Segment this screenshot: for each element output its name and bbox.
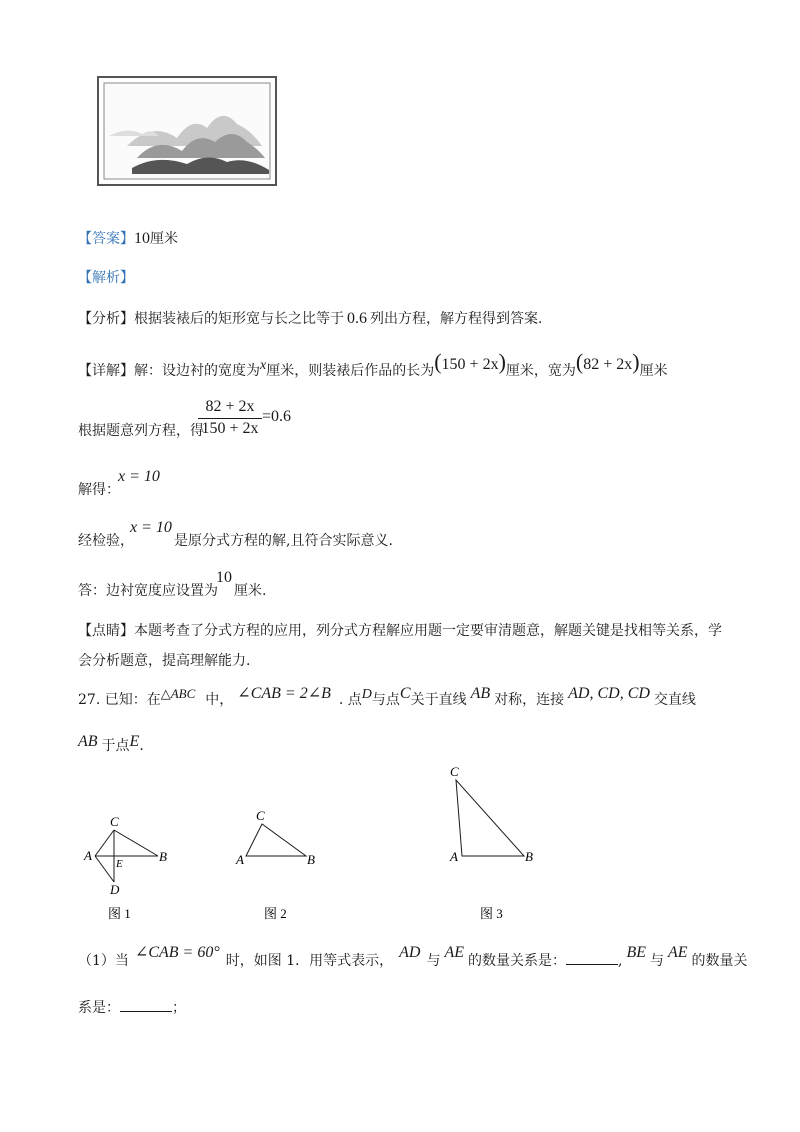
q1-line2 bbox=[78, 997, 186, 1018]
figure-2 bbox=[246, 824, 306, 856]
problem27-p1: . 点 bbox=[338, 692, 362, 708]
problem27-number: 27. 已知：在 bbox=[78, 692, 161, 708]
final-answer-prefix: 答：边衬宽度应设置为 bbox=[78, 583, 218, 599]
landscape-painting-image bbox=[97, 76, 277, 186]
q1-ae-2: AE bbox=[667, 944, 688, 961]
q1-text-a: （1）当 bbox=[78, 953, 129, 969]
dianjing-line2: 会分析题意，提高理解能力. bbox=[78, 653, 251, 669]
figure-1 bbox=[95, 830, 158, 882]
answer-value: 10 bbox=[134, 230, 150, 247]
geometry-figures bbox=[70, 760, 570, 930]
equation-rhs: =0.6 bbox=[262, 408, 292, 425]
xiangjie-width-expr: 82 + 2x bbox=[583, 356, 633, 373]
xiangjie-text-a: 解：设边衬的宽度为 bbox=[134, 363, 260, 379]
fig3-label-a: A bbox=[450, 849, 458, 864]
xiangjie-var: x bbox=[260, 358, 267, 373]
problem27-in: 中， bbox=[205, 692, 234, 708]
fig2-label-a: A bbox=[236, 852, 244, 867]
point-e: E bbox=[129, 733, 140, 750]
equation-numerator: 82 + 2x bbox=[205, 398, 255, 415]
fig1-label-b: B bbox=[159, 849, 167, 864]
q1-text-d: 的数量关系是： bbox=[467, 953, 566, 969]
q1-text-e: , bbox=[617, 953, 623, 969]
triangle-abc: △ABC bbox=[160, 686, 196, 701]
fig3-label-b: B bbox=[525, 849, 533, 864]
fig2-label-b: B bbox=[307, 852, 315, 867]
fenxi-text-a: 根据装裱后的矩形宽与长之比等于 bbox=[134, 311, 344, 327]
problem27-line1 bbox=[78, 685, 696, 711]
fig3-label-c: C bbox=[450, 764, 459, 779]
q1-text-f: 与 bbox=[649, 953, 664, 969]
xiangjie-line: 【详解】解：设边衬的宽度为x厘米，则装裱后作品的长为(150 + 2x)厘米，宽为(82 + 2x)厘米 bbox=[78, 349, 668, 379]
q1-ae: AE bbox=[444, 944, 464, 961]
answer-line bbox=[78, 229, 178, 249]
answer-unit: 厘米 bbox=[150, 231, 178, 247]
dianjing-line1 bbox=[78, 621, 722, 641]
q1-line2-text: 系是： bbox=[78, 1000, 120, 1016]
fig3-caption: 图 3 bbox=[480, 906, 503, 921]
q1-blank-1[interactable] bbox=[566, 950, 618, 965]
q1-text-g: 的数量关 bbox=[691, 953, 748, 969]
dianjing-tag: 【点睛】 bbox=[78, 623, 134, 639]
problem27-p2: 与点 bbox=[371, 692, 400, 708]
line2-ab: AB bbox=[78, 733, 98, 750]
line2-end: . bbox=[139, 738, 144, 754]
q1-text-b: 时，如图 1．用等式表示， bbox=[225, 953, 394, 969]
point-d: D bbox=[361, 687, 372, 702]
fenxi-number: 0.6 bbox=[347, 310, 367, 327]
fig1-label-d: D bbox=[110, 882, 120, 897]
problem27-line2 bbox=[78, 733, 144, 756]
fenxi-line bbox=[78, 309, 542, 329]
xiangjie-text-c: 厘米，宽为 bbox=[505, 363, 576, 379]
q1-ad: AD bbox=[399, 944, 421, 961]
q1-text-c: 与 bbox=[426, 953, 441, 969]
answer-tag: 【答案】 bbox=[78, 231, 134, 247]
equation-denominator: 150 + 2x bbox=[201, 420, 259, 437]
xiangjie-text-b: 厘米，则装裱后作品的长为 bbox=[266, 363, 435, 379]
check-value: x = 10 bbox=[130, 519, 172, 536]
xiangjie-tag: 【详解】 bbox=[78, 363, 134, 379]
final-answer-value: 10 bbox=[216, 569, 232, 586]
problem27-p5: 交直线 bbox=[653, 692, 696, 708]
fraction-bar bbox=[198, 418, 262, 419]
figure-3 bbox=[456, 780, 524, 856]
xiangjie-text-d: 厘米 bbox=[639, 363, 668, 379]
fig1-caption: 图 1 bbox=[108, 906, 131, 921]
xiangjie-length-expr: 150 + 2x bbox=[441, 356, 499, 373]
q1-blank-2[interactable] bbox=[120, 997, 172, 1012]
line2-text: 于点 bbox=[101, 738, 130, 754]
problem27-p4: 对称，连接 bbox=[494, 692, 565, 708]
problem27-p3: 关于直线 bbox=[410, 692, 467, 708]
equation-prefix: 根据题意列方程，得 bbox=[78, 423, 204, 439]
fig2-label-c: C bbox=[256, 808, 265, 823]
fenxi-text-b: 列出方程，解方程得到答案. bbox=[370, 311, 543, 327]
analysis-tag: 【解析】 bbox=[78, 270, 134, 286]
q1-be: BE bbox=[626, 944, 646, 961]
q1-angle: ∠CAB = 60° bbox=[134, 944, 220, 961]
fig2-caption: 图 2 bbox=[264, 906, 287, 921]
fig1-label-a: A bbox=[84, 848, 92, 863]
fig1-label-e: E bbox=[116, 858, 123, 870]
q1-line1 bbox=[78, 944, 748, 971]
segments-ad-cd: AD, CD, CD bbox=[568, 685, 650, 702]
dianjing-text-1: 本题考查了分式方程的应用，列分式方程解应用题一定要审清题意，解题关键是找相等关系，学 bbox=[134, 623, 722, 639]
solve-result: x = 10 bbox=[118, 468, 160, 485]
point-c: C bbox=[399, 685, 411, 702]
fenxi-tag: 【分析】 bbox=[78, 311, 134, 327]
fig1-label-c: C bbox=[110, 814, 119, 829]
check-prefix: 经检验， bbox=[78, 533, 134, 549]
q1-end: ； bbox=[172, 1000, 186, 1016]
angle-condition: ∠CAB = 2∠B bbox=[237, 685, 331, 702]
check-suffix: 是原分式方程的解,且符合实际意义. bbox=[174, 533, 393, 549]
final-answer-suffix: 厘米. bbox=[234, 583, 267, 599]
solve-prefix: 解得： bbox=[78, 482, 120, 498]
line-ab: AB bbox=[470, 685, 491, 702]
